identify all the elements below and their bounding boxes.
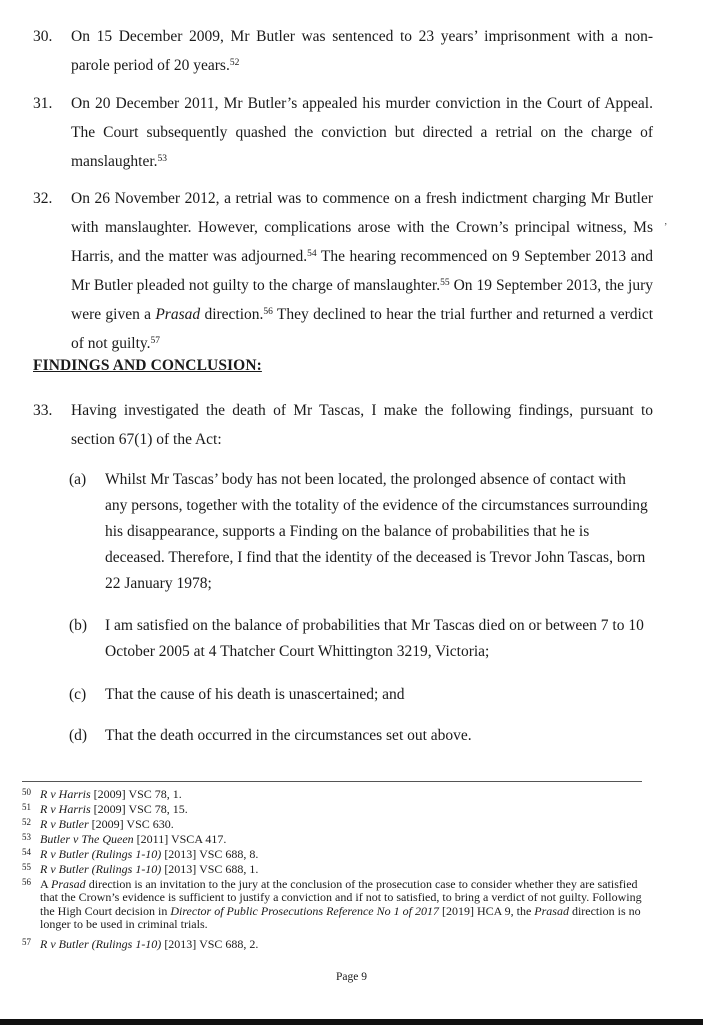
text-run: [2009] VSC 78, 1. [90,787,182,801]
paragraph-number: 31. [33,95,53,112]
page-number: Page 9 [336,971,367,983]
paragraph-text [71,184,653,358]
text-run: On 15 December 2009, Mr Butler was sentenced to 23 years’ imprisonment with a non-parole period of 20 years. [71,28,653,74]
footnote-reference: 56 [263,307,273,317]
italic-text: Prasad [534,903,569,918]
paragraph-33 [33,396,653,454]
paragraph-30 [33,22,653,80]
footnote-reference: 52 [229,58,240,68]
footnote-text [40,878,647,931]
footnote-reference: 54 [307,249,317,259]
finding-d [69,723,649,749]
footnote-text [40,833,647,846]
finding-label: (b) [69,617,88,634]
footnote-text [40,938,647,951]
paragraph-text [71,22,653,80]
italic-text: R v Harris [40,787,91,801]
footnote-text [40,863,647,876]
text-run: On 26 November 2012, a retrial was to commence on a fresh indictment charging Mr Butler with manslaughter. However, complications arose with the Crown’s principal witness, Ms Harris, and the matter was adjourned. [71,190,653,265]
paragraph-text [71,89,653,176]
footnote-reference: 53 [157,154,168,164]
footnote-54 [22,848,647,861]
text-run: direction is an invitation to the jury at the conclusion of the prosecution case to consider whether they are satisfied that the Crown’s evidence is sufficient to justify a conviction and if not to satisfied, to bring a verdict of not guilty. Following the High Court decision in [40,877,642,918]
text-run: [2013] VSC 688, 8. [161,847,259,861]
text-run: [2009] VSC 78, 15. [90,802,188,816]
finding-text: That the cause of his death is unascertained; and [105,686,405,703]
italic-text: R v Butler (Rulings 1-10) [40,937,162,951]
footnote-55 [22,863,647,876]
finding-a [69,467,649,597]
footnote-reference: 57 [150,336,161,346]
footnote-number: 52 [22,817,31,827]
text-run: A [40,877,52,891]
italic-text: Prasad [51,877,86,891]
footnote-50 [22,788,647,801]
italic-text: R v Harris [40,802,91,816]
footnote-number: 50 [22,787,31,797]
text-run: direction. [200,306,264,323]
paragraph-number: 32. [33,190,53,207]
paragraph-31 [33,89,653,176]
section-heading: FINDINGS AND CONCLUSION: [33,357,262,374]
text-run: [2009] VSC 630. [88,817,174,831]
footnote-52 [22,818,647,831]
footnote-number: 54 [22,847,31,857]
paragraph-number: 30. [33,28,53,45]
text-run: On 20 December 2011, Mr Butler’s appealed his murder conviction in the Court of Appeal. The Court subsequently quashed the conviction but directed a retrial on the charge of manslaughter. [71,95,653,170]
footnote-text [40,818,647,831]
footnote-51 [22,803,647,816]
footnote-53 [22,833,647,846]
paragraph-32 [33,184,653,358]
footnote-number: 51 [22,802,31,812]
footnote-text [40,803,647,816]
footnote-57 [22,938,647,951]
paragraph-text [71,396,653,454]
footnote-text [40,788,647,801]
text-run: They declined to hear the trial further and returned a verdict of not guilty. [71,306,654,352]
footnote-separator [22,781,642,782]
footnote-number: 56 [22,877,31,887]
finding-b [69,613,649,665]
text-run: Having investigated the death of Mr Tascas, I make the following findings, pursuant to section 67(1) of the Act: [71,402,653,448]
italic-text: R v Butler (Rulings 1-10) [40,847,162,861]
finding-label: (d) [69,727,88,744]
text-run: The hearing recommenced on 9 September 2013 and Mr Butler pleaded not guilty to the charge of manslaughter. [71,248,653,294]
finding-label: (c) [69,686,87,703]
finding-text: I am satisfied on the balance of probabilities that Mr Tascas died on or between 7 to 10 October 2005 at 4 Thatcher Court Whittington 3219, Victoria; [105,617,644,660]
text-run: [2013] VSC 688, 2. [161,937,259,951]
footnote-number: 53 [22,832,31,842]
italic-text: R v Butler (Rulings 1-10) [40,862,162,876]
footnote-text [40,848,647,861]
stray-mark: ʼ [664,222,668,233]
footnote-number: 57 [22,937,31,947]
text-run: direction is no longer to be used in criminal trials. [40,903,641,931]
text-run: [2011] VSCA 417. [133,832,227,846]
finding-text: That the death occurred in the circumstances set out above. [105,727,472,744]
text-run: [2019] HCA 9, the [438,903,535,918]
italic-text: Director of Public Prosecutions Reference No 1 of 2017 [170,903,439,918]
italic-text: Prasad [155,306,201,323]
text-run: [2013] VSC 688, 1. [161,862,259,876]
finding-c [69,682,649,708]
paragraph-number: 33. [33,402,53,419]
footnote-56 [22,878,647,931]
finding-text: Whilst Mr Tascas’ body has not been located, the prolonged absence of contact with any persons, together with the totality of the evidence of the circumstances surrounding his disappearance, supports a Finding on the balance of probabilities that he is deceased. Therefore, I find that the identity of the deceased is Trevor John Tascas, born 22 January 1978; [105,471,648,592]
italic-text: Butler v The Queen [40,832,134,846]
footnote-number: 55 [22,862,31,872]
italic-text: R v Butler [40,817,89,831]
finding-label: (a) [69,471,87,488]
text-run: On 19 September 2013, the jury were given a [71,277,653,323]
footnote-reference: 55 [440,278,450,288]
scan-edge-bar [0,1019,703,1025]
